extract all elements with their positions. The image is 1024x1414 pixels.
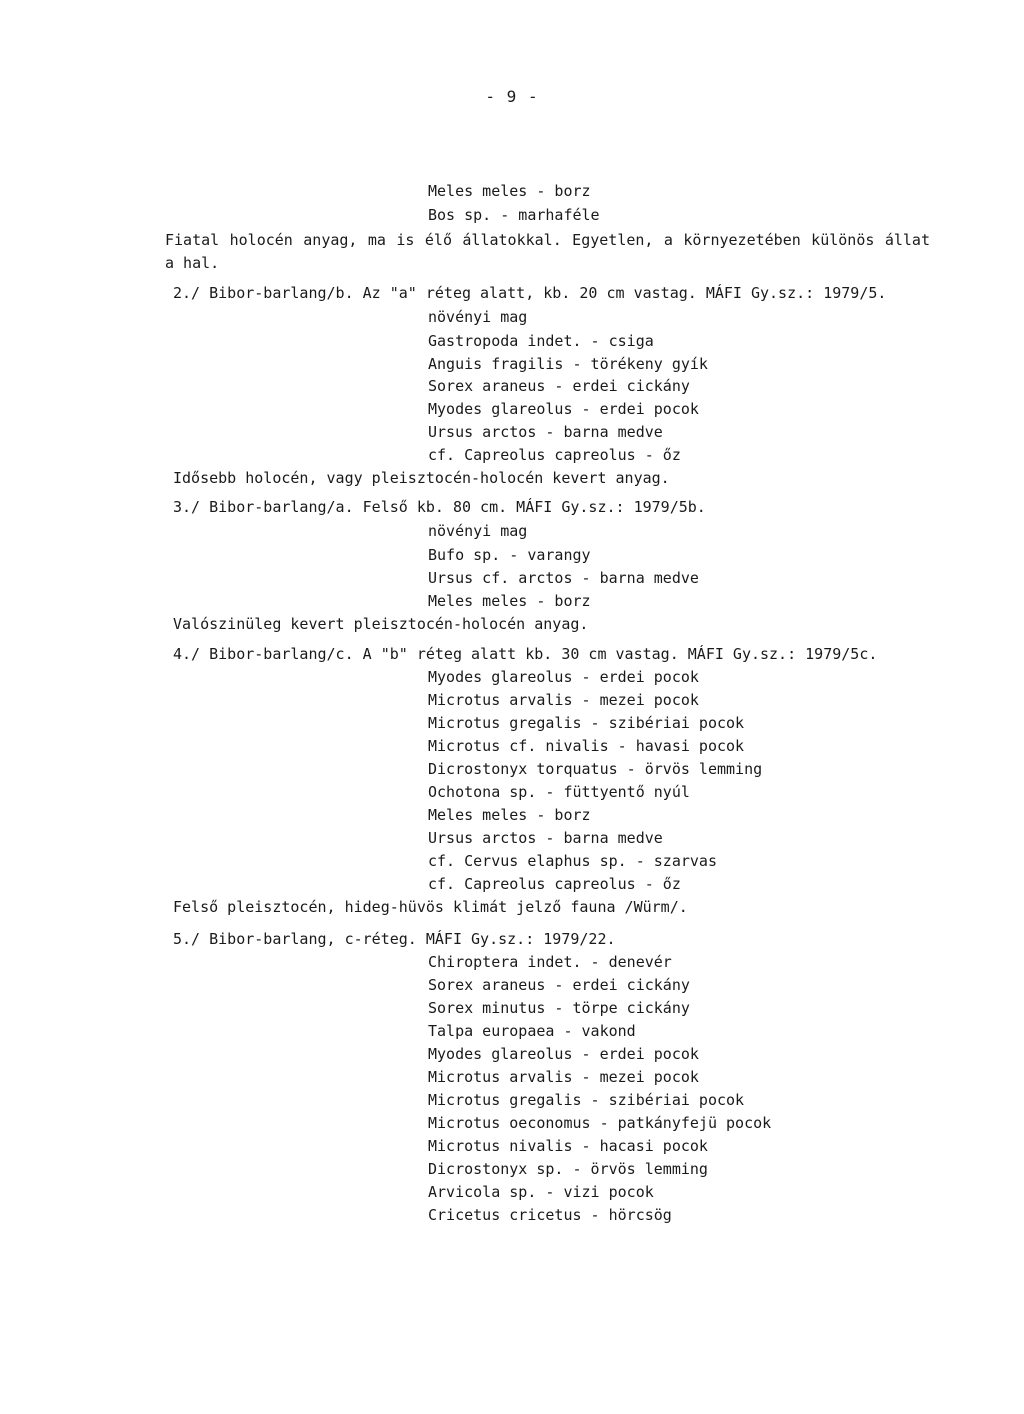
species-line: Bos sp. - marhaféle (428, 206, 600, 224)
species-line: Ursus arctos - barna medve (428, 423, 663, 441)
species-line: Sorex minutus - törpe cickány (428, 999, 690, 1017)
species-line: Chiroptera indet. - denevér (428, 953, 672, 971)
section-heading: 4./ Bibor-barlang/c. A "b" réteg alatt kb. 30 cm vastag. MÁFI Gy.sz.: 1979/5c. (173, 645, 878, 663)
species-line: Microtus gregalis - szibériai pocok (428, 714, 745, 732)
species-line: cf. Capreolus capreolus - őz (428, 446, 681, 464)
species-line: Sorex araneus - erdei cickány (428, 377, 690, 395)
species-line: Myodes glareolus - erdei pocok (428, 400, 699, 418)
species-line: Microtus arvalis - mezei pocok (428, 691, 699, 709)
section-heading: 2./ Bibor-barlang/b. Az "a" réteg alatt, kb. 20 cm vastag. MÁFI Gy.sz.: 1979/5. (173, 284, 887, 302)
species-line: Microtus oeconomus - patkányfejü pocok (428, 1114, 772, 1132)
species-line: Myodes glareolus - erdei pocok (428, 668, 699, 686)
section-heading: 3./ Bibor-barlang/a. Felső kb. 80 cm. MÁFI Gy.sz.: 1979/5b. (173, 498, 706, 516)
species-line: Dicrostonyx sp. - örvös lemming (428, 1160, 708, 1178)
species-line: Sorex araneus - erdei cickány (428, 976, 690, 994)
species-line: Arvicola sp. - vizi pocok (428, 1183, 654, 1201)
species-line: Meles meles - borz (428, 182, 591, 200)
species-line: Microtus arvalis - mezei pocok (428, 1068, 699, 1086)
interpretation-note: Valószinüleg kevert pleisztocén-holocén anyag. (173, 615, 589, 633)
species-line: Ochotona sp. - füttyentő nyúl (428, 783, 690, 801)
section-heading: 5./ Bibor-barlang, c-réteg. MÁFI Gy.sz.: 1979/22. (173, 930, 616, 948)
species-line: Gastropoda indet. - csiga (428, 332, 654, 350)
species-line: Dicrostonyx torquatus - örvös lemming (428, 760, 763, 778)
species-line: Meles meles - borz (428, 806, 591, 824)
interpretation-note: Fiatal holocén anyag, ma is élő állatokkal. Egyetlen, a környezetében különös állat a hal. (165, 231, 930, 272)
species-line: növényi mag (428, 522, 528, 540)
species-line: Microtus nivalis - hacasi pocok (428, 1137, 708, 1155)
species-line: növényi mag (428, 308, 528, 326)
species-line: Microtus gregalis - szibériai pocok (428, 1091, 745, 1109)
species-line: Meles meles - borz (428, 592, 591, 610)
species-line: Cricetus cricetus - hörcsög (428, 1206, 672, 1224)
page-number: - 9 - (485, 87, 539, 106)
species-line: Talpa europaea - vakond (428, 1022, 636, 1040)
interpretation-note: Idősebb holocén, vagy pleisztocén-holocén kevert anyag. (173, 469, 670, 487)
species-line: cf. Cervus elaphus sp. - szarvas (428, 852, 717, 870)
species-line: Microtus cf. nivalis - havasi pocok (428, 737, 745, 755)
interpretation-note: Felső pleisztocén, hideg-hüvös klimát jelző fauna /Würm/. (173, 898, 688, 916)
species-line: Ursus arctos - barna medve (428, 829, 663, 847)
species-line: Bufo sp. - varangy (428, 546, 591, 564)
species-line: Anguis fragilis - törékeny gyík (428, 355, 708, 373)
species-line: cf. Capreolus capreolus - őz (428, 875, 681, 893)
species-line: Ursus cf. arctos - barna medve (428, 569, 699, 587)
species-line: Myodes glareolus - erdei pocok (428, 1045, 699, 1063)
